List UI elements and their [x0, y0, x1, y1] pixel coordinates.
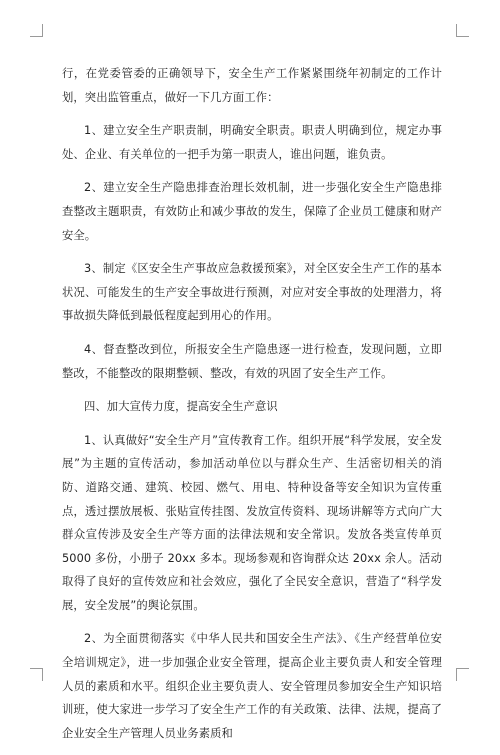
crop-mark-bottom-left	[30, 668, 43, 681]
document-body	[62, 62, 442, 755]
paragraph-section-item-1: 1、认真做好“安全生产月”宣传教育工作。组织开展“科学发展，安全发展”为主题的宣传活动，参加活动单位以与群众生产、生活密切相关的消防、道路交通、建筑、校园、燃气、用电、特种设备等安全知识为宣传重点，透过摆放展板、张贴宣传挂图、发放宣传资料、现场讲解等方式向广大群众宣传涉及安全生产等方面的法律法规和安全常识。发放各类宣传单页 5000 多份，小册子 20xx 多本。现场参观和咨询群众达 20xx 余人。活动取得了良好的宣传效应和社会效应，强化了全民安全意识，营造了“科学发展，安全发展”的舆论氛围。	[62, 433, 442, 612]
paragraph-item-3: 3、制定《区安全生产事故应急救援预案》，对全区安全生产工作的基本状况、可能发生的生产安全事故进行预测，对应对安全事故的处理潜力，将事故损失降低到最低程度起到用心的作用。	[62, 262, 442, 323]
paragraph-item-2: 2、建立安全生产隐患排查治理长效机制，进一步强化安全生产隐患排查整改主题职责，有效防止和减少事故的发生，保障了企业员工健康和财产安全。	[62, 181, 442, 242]
paragraph-intro: 行，在党委管委的正确领导下，安全生产工作紧紧围绕年初制定的工作计划，突出监管重点，做好一下几方面工作：	[62, 67, 442, 104]
paragraph-item-1: 1、建立安全生产职责制，明确安全职责。职责人明确到位，规定办事处、企业、有关单位的一把手为第一职责人，谁出问题，谁负责。	[62, 124, 442, 161]
crop-mark-top-right	[456, 24, 469, 37]
section-heading: 四、加大宣传力度，提高安全生产意识	[84, 400, 278, 414]
paragraph-section-item-2: 2、为全面贯彻落实《中华人民共和国安全生产法》、《生产经营单位安全培训规定》，进一步加强企业安全管理，提高企业主要负责人和安全管理人员的素质和水平。组织企业主要负责人、安全管理员参加安全生产知识培训班，使大家进一步学习了安全生产工作的有关政策、法律、法规，提高了企业安全生产管理人员业务素质和	[62, 632, 442, 740]
paragraph-item-4: 4、督查整改到位，所报安全生产隐患逐一进行检查，发现问题，立即整改，不能整改的限期整顿、整改，有效的巩固了安全生产工作。	[62, 342, 442, 380]
crop-mark-bottom-right	[456, 668, 469, 681]
crop-mark-top-left	[30, 24, 43, 37]
